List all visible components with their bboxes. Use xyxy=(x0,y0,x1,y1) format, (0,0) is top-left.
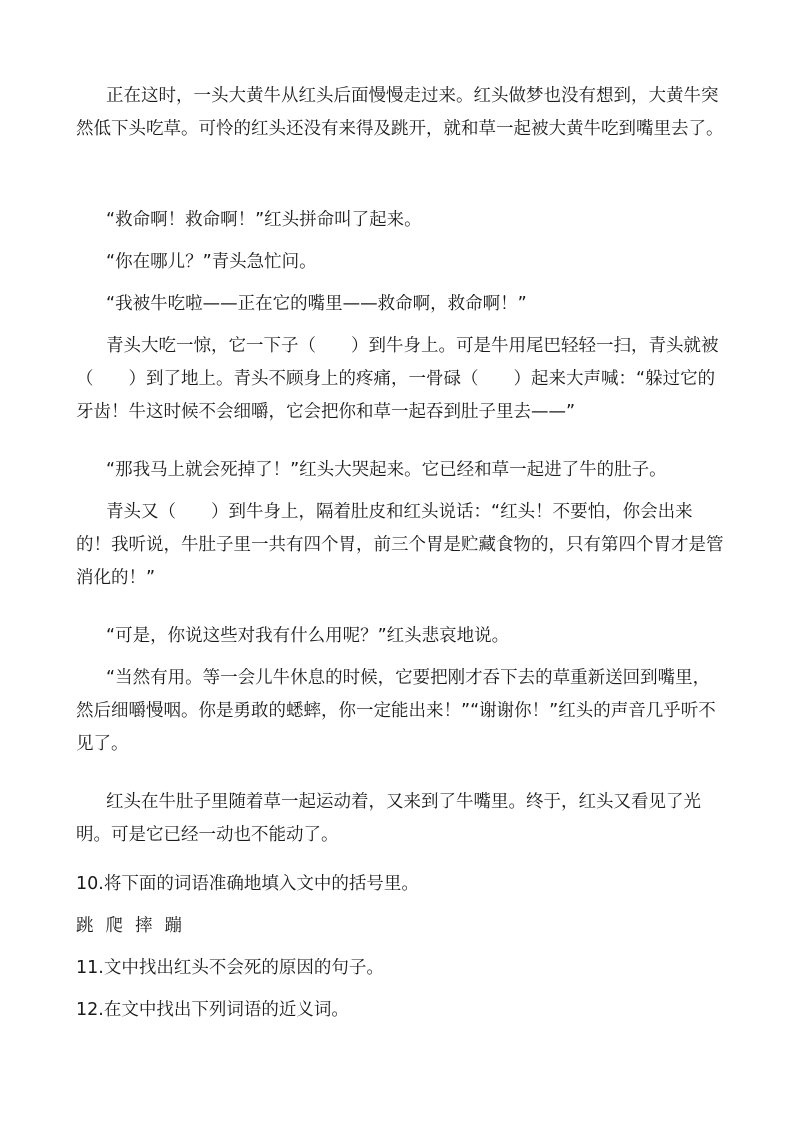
word-bank-item: 跳 xyxy=(76,916,94,936)
question-10: 10.将下面的词语准确地填入文中的括号里。 xyxy=(76,874,419,894)
paragraph-qingtou-jumps: 青头大吃一惊，它一下子（ ）到牛身上。可是牛用尾巴轻轻一扫，青头就被（ ）到了地上。青头不顾身上的疼痛，一骨碌（ ）起来大声喊：“躲过它的牙齿！牛这时候不会细嚼，它会把你和草一起吞到肚子里去——” xyxy=(76,336,719,422)
question-12: 12.在文中找出下列词语的近义词。 xyxy=(76,1000,349,1020)
word-bank-item: 蹦 xyxy=(164,916,182,936)
paragraph-yellow-ox: 正在这时，一头大黄牛从红头后面慢慢走过来。红头做梦也没有想到，大黄牛突然低下头吃草。可怜的红头还没有来得及跳开，就和草一起被大黄牛吃到嘴里去了。 xyxy=(76,86,724,139)
paragraph-where-are-you: “你在哪儿？”青头急忙问。 xyxy=(106,252,317,272)
paragraph-of-course: “当然有用。等一会儿牛休息的时候，它要把刚才吞下去的草重新送回到嘴里，然后细嚼慢咽。你是勇敢的蟋蟀，你一定能出来！”“谢谢你！”红头的声音几乎听不见了。 xyxy=(76,668,716,754)
question-11: 11.文中找出红头不会死的原因的句子。 xyxy=(76,958,384,978)
paragraph-in-mouth: “我被牛吃啦——正在它的嘴里——救命啊，救命啊！” xyxy=(106,294,527,314)
word-bank xyxy=(76,910,182,943)
paragraph-four-stomachs: 青头又（ ）到牛身上，隔着肚皮和红头说话：“红头！不要怕，你会出来的！我听说，牛肚子里一共有四个胃，前三个胃是贮藏食物的，只有第四个胃才是管消化的！” xyxy=(76,502,724,588)
word-bank-item: 摔 xyxy=(135,916,153,936)
paragraph-what-use: “可是，你说这些对我有什么用呢？”红头悲哀地说。 xyxy=(106,626,510,646)
paragraph-sees-light: 红头在牛肚子里随着草一起运动着，又来到了牛嘴里。终于，红头又看见了光明。可是它已经一动也不能动了。 xyxy=(76,792,701,845)
paragraph-will-die: “那我马上就会死掉了！”红头大哭起来。它已经和草一起进了牛的肚子。 xyxy=(106,460,667,480)
word-bank-item: 爬 xyxy=(105,916,123,936)
paragraph-help-cry: “救命啊！救命啊！”红头拼命叫了起来。 xyxy=(106,210,422,230)
